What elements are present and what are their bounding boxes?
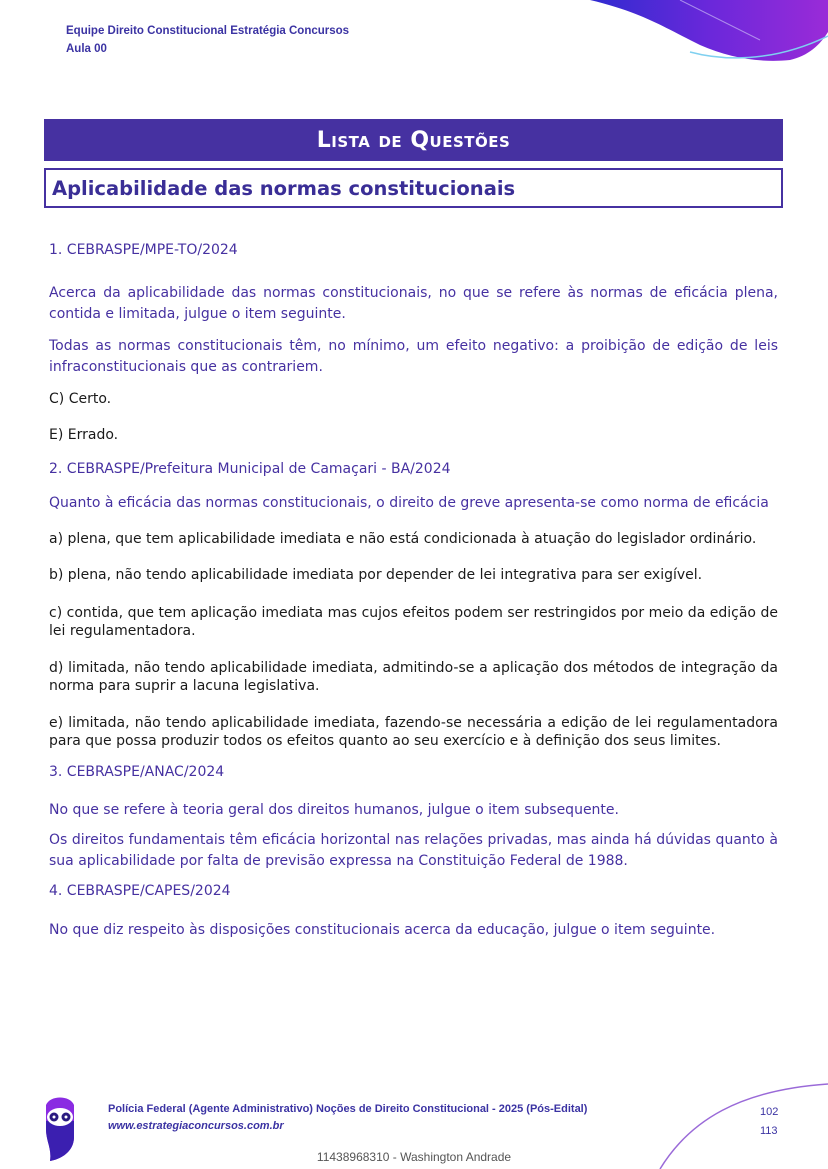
option-certo: C) Certo. [49, 391, 112, 407]
question-intro: Acerca da aplicabilidade das normas constitucionais, no que se refere às normas de eficácia plena, contida e limitada, julgue o item seguinte. [49, 285, 778, 322]
team-name: Equipe Direito Constitucional Estratégia Concursos [66, 25, 350, 37]
question-heading: 1. CEBRASPE/MPE-TO/2024 [49, 242, 238, 258]
option-d: d) limitada, não tendo aplicabilidade imediata, admitindo-se a aplicação dos métodos de integração da norma para suprir a lacuna legislativa. [49, 660, 778, 694]
question-heading: 4. CEBRASPE/CAPES/2024 [49, 883, 231, 899]
course-name: Polícia Federal (Agente Administrativo) Noções de Direito Constitucional - 2025 (Pós-Edital) [108, 1103, 588, 1115]
footer [108, 1103, 587, 1132]
question-intro: No que diz respeito às disposições constitucionais acerca da educação, julgue o item seguinte. [49, 922, 716, 938]
option-e: e) limitada, não tendo aplicabilidade imediata, fazendo-se necessária a edição de lei regulamentadora para que possa produzir todos os efeitos quanto ao seu exercício e à definição dos seus limites. [49, 715, 778, 749]
question-intro: Quanto à eficácia das normas constitucionais, o direito de greve apresenta-se como norma de eficácia [49, 495, 769, 511]
section-title-bar [44, 119, 783, 161]
question-intro: No que se refere à teoria geral dos direitos humanos, julgue o item subsequente. [49, 802, 619, 818]
page-current: 102 [760, 1106, 779, 1118]
page-numbers [760, 1103, 778, 1141]
section-title: Lista de Questões [316, 127, 511, 153]
question-heading: 2. CEBRASPE/Prefeitura Municipal de Camaçari - BA/2024 [49, 461, 451, 477]
page-total: 113 [760, 1125, 778, 1137]
document-owner: 11438968310 - Washington Andrade [316, 1150, 512, 1164]
document-header [66, 22, 349, 58]
option-c: c) contida, que tem aplicação imediata mas cujos efeitos podem ser restringidos por meio da edição de lei regulamentadora. [49, 605, 778, 639]
lesson-label: Aula 00 [66, 43, 107, 55]
question-list [49, 240, 778, 941]
option-b: b) plena, não tendo aplicabilidade imediata por depender de lei integrativa para ser exigível. [49, 567, 703, 583]
topic-box [44, 168, 783, 208]
option-a: a) plena, que tem aplicabilidade imediata e não está condicionada à atuação do legislador ordinário. [49, 531, 757, 547]
question-statement: Os direitos fundamentais têm eficácia horizontal nas relações privadas, mas ainda há dúvidas quanto à sua aplicabilidade por falta de previsão expressa na Constituição Federal de 1988. [49, 832, 778, 869]
website-link[interactable]: www.estrategiaconcursos.com.br [108, 1120, 284, 1132]
question-statement: Todas as normas constitucionais têm, no mínimo, um efeito negativo: a proibição de edição de leis infraconstitucionais que as contrariem. [49, 338, 778, 375]
question-heading: 3. CEBRASPE/ANAC/2024 [49, 764, 225, 780]
option-errado: E) Errado. [49, 427, 119, 443]
topic-title: Aplicabilidade das normas constitucionais [52, 176, 516, 200]
